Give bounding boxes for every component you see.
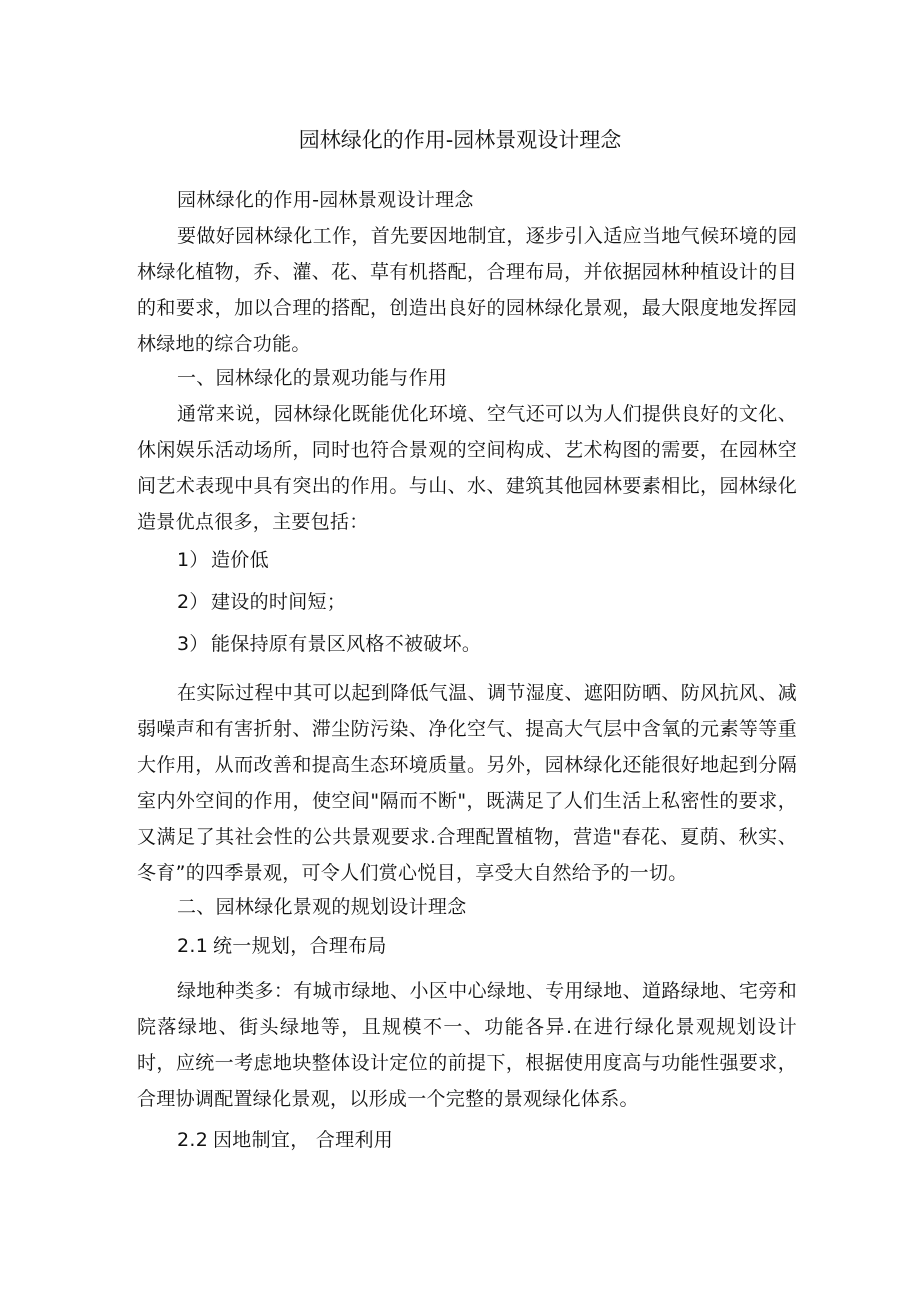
list-item-text: 造价低 bbox=[211, 549, 269, 571]
document-title: 园林绿化的作用-园林景观设计理念 bbox=[298, 128, 622, 152]
list-item bbox=[177, 542, 269, 578]
list-item-number: 3） bbox=[177, 633, 209, 655]
intro-paragraph: 要做好园林绿化工作，首先要因地制宜，逐步引入适应当地气候环境的园林绿化植物，乔、灌、花、草有机搭配，合理布局，并依据园林种植设计的目的和要求，加以合理的搭配，创造出良好的园林绿化景观，最大限度地发挥园林绿地的综合功能。 bbox=[137, 225, 797, 355]
list-item-number: 1） bbox=[177, 549, 209, 571]
subsection-title: 因地制宜， 合理利用 bbox=[213, 1129, 394, 1151]
subsection-heading bbox=[177, 1122, 393, 1158]
section1-paragraph-2: 在实际过程中其可以起到降低气温、调节湿度、遮阳防晒、防风抗风、减弱噪声和有害折射、滞尘防污染、净化空气、提高大气层中含氧的元素等等重大作用，从而改善和提高生态环境质量。另外，园林绿化还能很好地起到分隔室内外空间的作用，使空间"隔而不断"，既满足了人们生活上私密性的要求，又满足了其社会性的公共景观要求.合理配置植物，营造"春花、夏荫、秋实、冬育”的四季景观，可令人们赏心悦目，享受大自然给予的一切。 bbox=[137, 682, 797, 884]
subsection1-paragraph: 绿地种类多：有城市绿地、小区中心绿地、专用绿地、道路绿地、宅旁和院落绿地、街头绿地等，且规模不一、功能各异.在进行绿化景观规划设计时，应统一考虑地块整体设计定位的前提下，根据使用度高与功能性强要求，合理协调配置绿化景观，以形成一个完整的景观绿化体系。 bbox=[137, 980, 797, 1110]
list-item-text: 能保持原有景区风格不被破坏。 bbox=[211, 633, 482, 655]
subsection-title: 统一规划，合理布局 bbox=[213, 935, 387, 957]
list-item bbox=[177, 626, 481, 662]
list-item bbox=[177, 584, 346, 620]
section1-paragraph: 通常来说，园林绿化既能优化环境、空气还可以为人们提供良好的文化、休闲娱乐活动场所，同时也符合景观的空间构成、艺术构图的需要，在园林空间艺术表现中具有突出的作用。与山、水、建筑其他园林要素相比，园林绿化造景优点很多，主要包括： bbox=[137, 403, 797, 533]
subsection-number: 2.2 bbox=[177, 1129, 209, 1151]
section2-heading: 二、园林绿化景观的规划设计理念 bbox=[177, 896, 467, 918]
subsection-number: 2.1 bbox=[177, 935, 209, 957]
document-subtitle: 园林绿化的作用-园林景观设计理念 bbox=[177, 189, 474, 211]
list-item-text: 建设的时间短； bbox=[211, 591, 347, 613]
list-item-number: 2） bbox=[177, 591, 209, 613]
subsection-heading bbox=[177, 928, 387, 964]
section1-heading: 一、园林绿化的景观功能与作用 bbox=[177, 367, 448, 389]
